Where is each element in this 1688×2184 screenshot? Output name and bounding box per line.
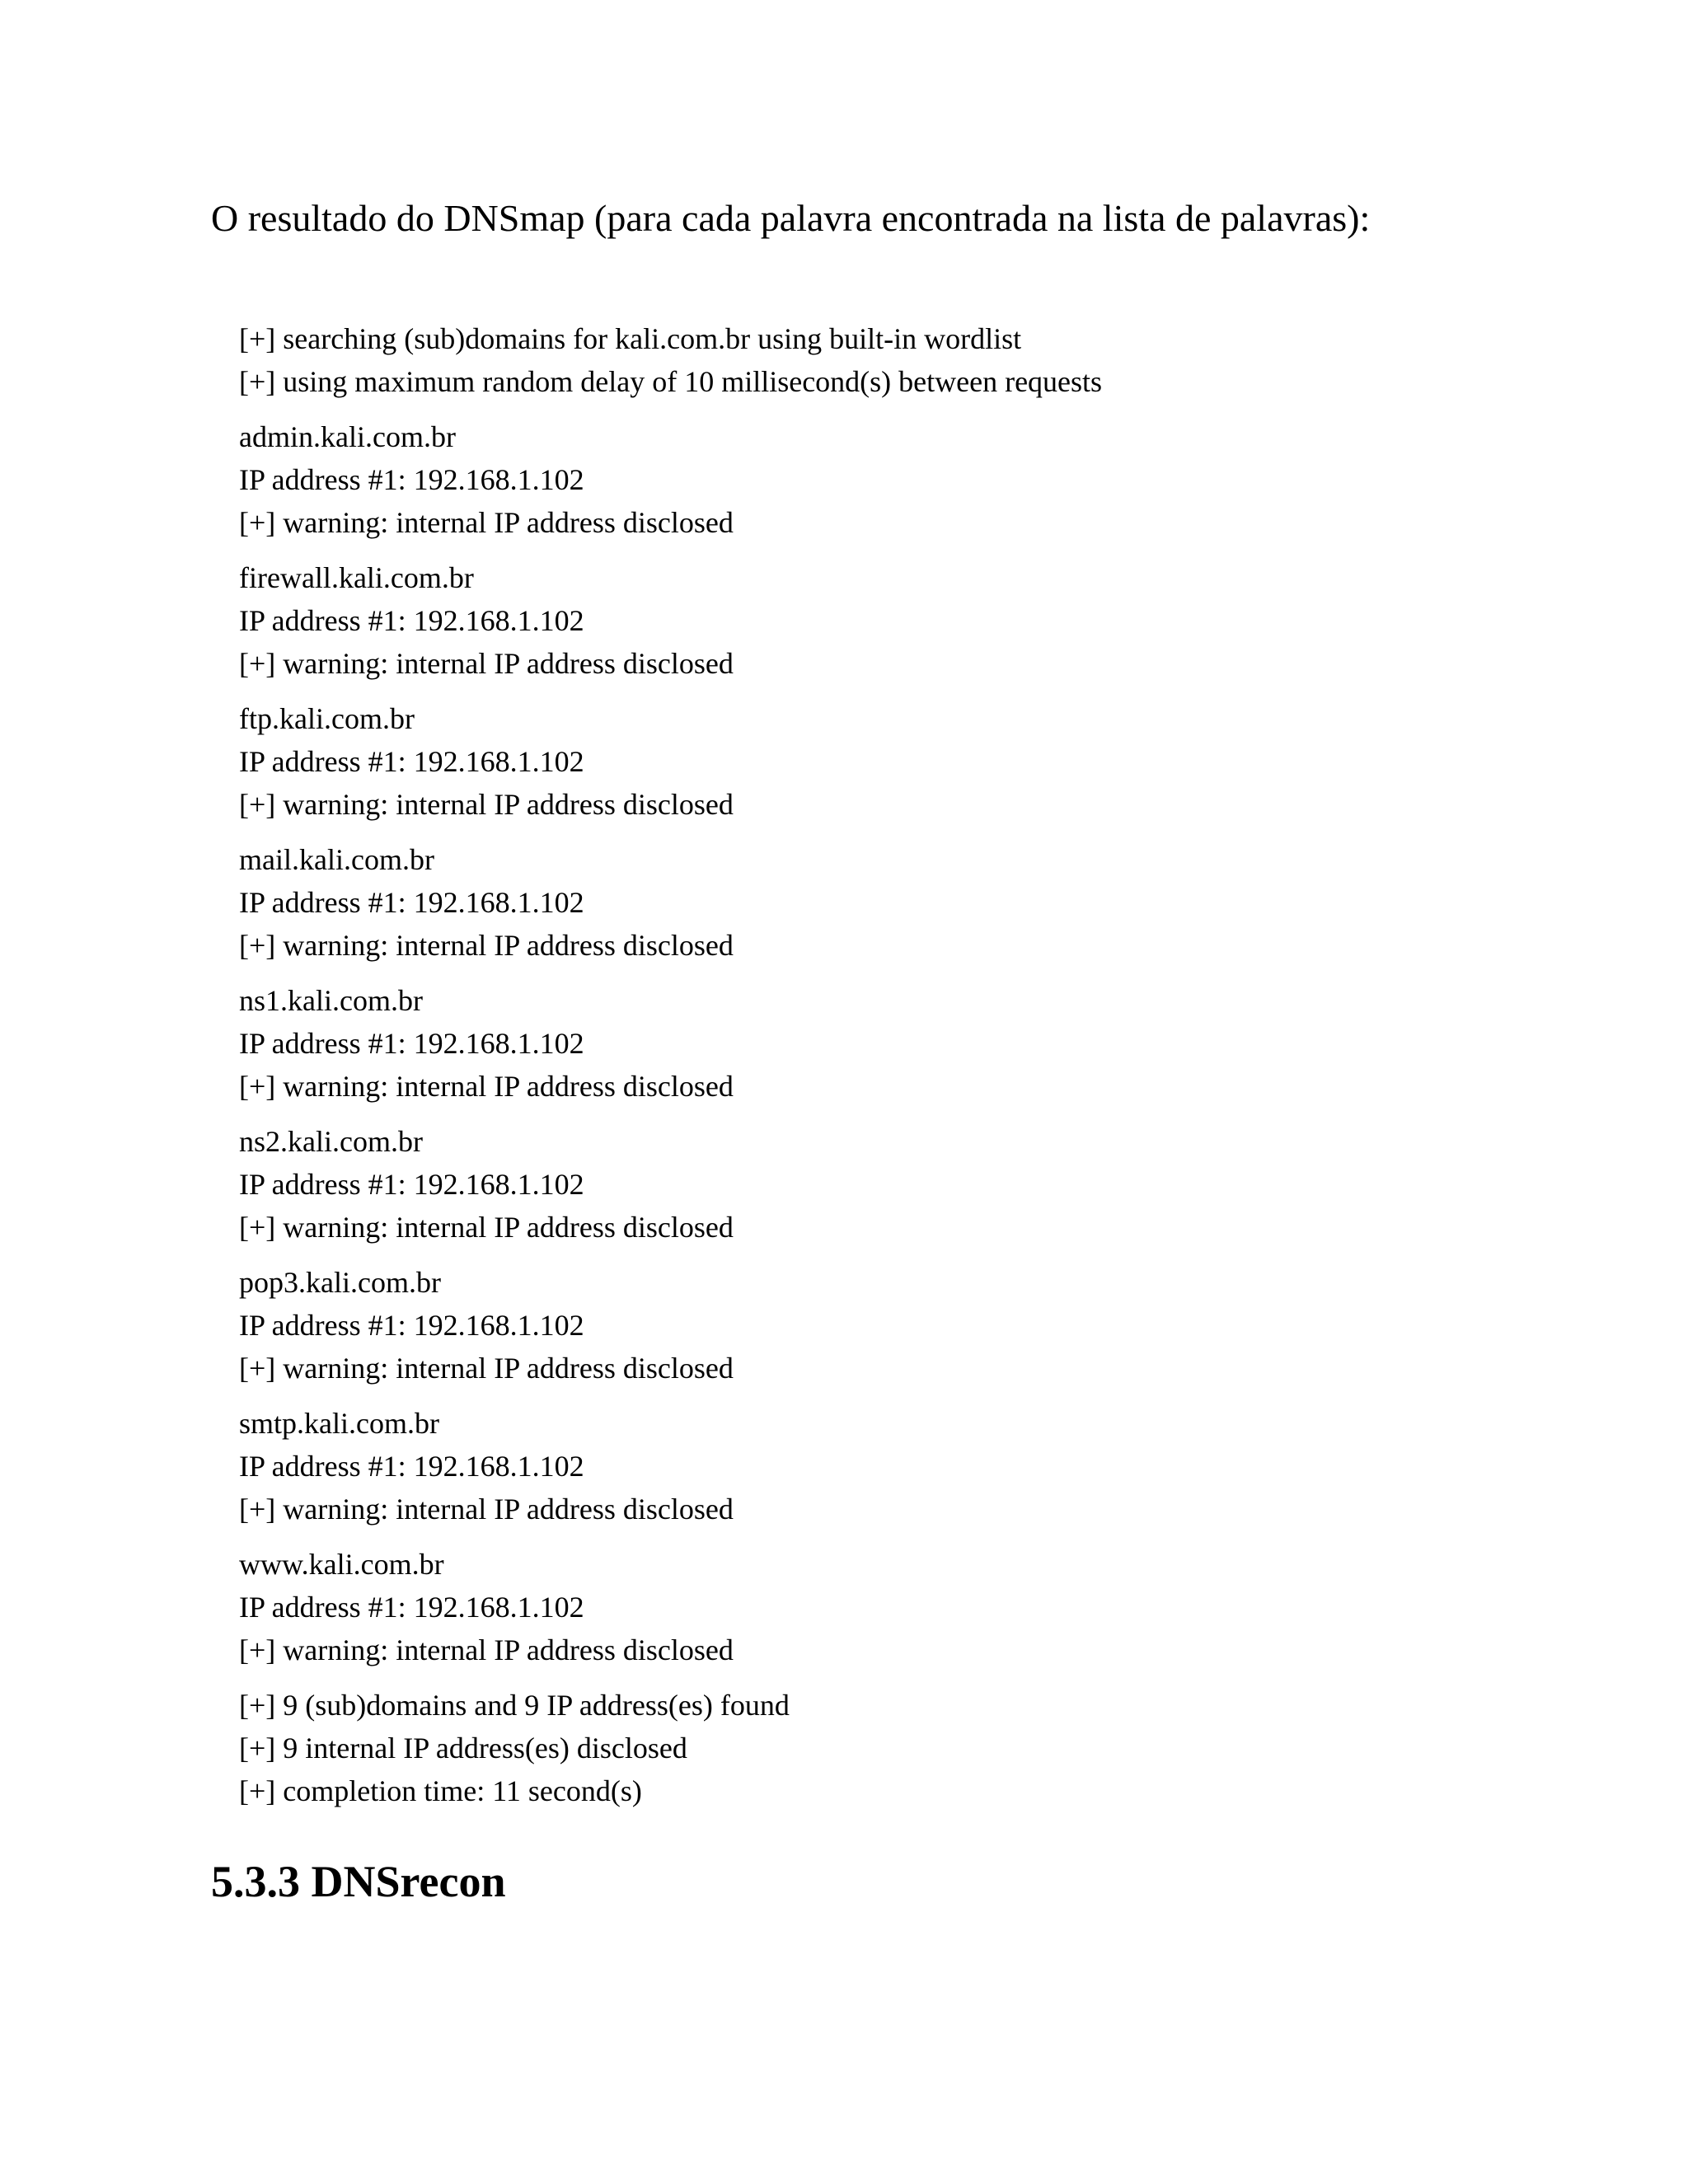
result-ip: IP address #1: 192.168.1.102 bbox=[239, 1027, 584, 1060]
result-warning: [+] warning: internal IP address disclosed bbox=[239, 647, 734, 680]
result-entry bbox=[239, 1120, 1475, 1249]
dnsmap-output bbox=[239, 317, 1475, 1812]
summary-line: [+] completion time: 11 second(s) bbox=[239, 1774, 642, 1807]
summary-line: [+] 9 internal IP address(es) disclosed bbox=[239, 1732, 687, 1765]
summary-line: [+] 9 (sub)domains and 9 IP address(es) found bbox=[239, 1689, 790, 1722]
result-domain: ns1.kali.com.br bbox=[239, 984, 423, 1017]
result-warning: [+] warning: internal IP address disclosed bbox=[239, 1352, 734, 1385]
result-ip: IP address #1: 192.168.1.102 bbox=[239, 1168, 584, 1201]
result-ip: IP address #1: 192.168.1.102 bbox=[239, 1591, 584, 1624]
result-domain: smtp.kali.com.br bbox=[239, 1407, 439, 1440]
result-domain: pop3.kali.com.br bbox=[239, 1266, 441, 1299]
result-ip: IP address #1: 192.168.1.102 bbox=[239, 604, 584, 637]
result-domain: ftp.kali.com.br bbox=[239, 702, 415, 735]
result-domain: admin.kali.com.br bbox=[239, 420, 456, 453]
result-entry bbox=[239, 1402, 1475, 1530]
result-ip: IP address #1: 192.168.1.102 bbox=[239, 745, 584, 778]
output-summary bbox=[239, 1684, 1475, 1812]
result-domain: mail.kali.com.br bbox=[239, 843, 434, 876]
result-entry bbox=[239, 697, 1475, 826]
result-entry bbox=[239, 1261, 1475, 1390]
result-warning: [+] warning: internal IP address disclosed bbox=[239, 788, 734, 821]
result-ip: IP address #1: 192.168.1.102 bbox=[239, 1309, 584, 1342]
result-ip: IP address #1: 192.168.1.102 bbox=[239, 1450, 584, 1483]
result-ip: IP address #1: 192.168.1.102 bbox=[239, 886, 584, 919]
result-entry bbox=[239, 556, 1475, 685]
result-warning: [+] warning: internal IP address disclosed bbox=[239, 1211, 734, 1244]
intro-paragraph: O resultado do DNSmap (para cada palavra encontrada na lista de palavras): bbox=[211, 197, 1371, 239]
result-entry bbox=[239, 838, 1475, 967]
output-header bbox=[239, 317, 1475, 403]
result-domain: firewall.kali.com.br bbox=[239, 561, 474, 594]
result-ip: IP address #1: 192.168.1.102 bbox=[239, 463, 584, 496]
result-domain: www.kali.com.br bbox=[239, 1548, 444, 1581]
result-entry bbox=[239, 979, 1475, 1108]
result-warning: [+] warning: internal IP address disclosed bbox=[239, 506, 734, 539]
section-heading: 5.3.3 DNSrecon bbox=[211, 1857, 506, 1906]
result-entry bbox=[239, 1543, 1475, 1671]
result-warning: [+] warning: internal IP address disclosed bbox=[239, 929, 734, 962]
result-domain: ns2.kali.com.br bbox=[239, 1125, 423, 1158]
result-warning: [+] warning: internal IP address disclosed bbox=[239, 1070, 734, 1103]
output-header-line: [+] searching (sub)domains for kali.com.br using built-in wordlist bbox=[239, 322, 1022, 355]
result-entry bbox=[239, 415, 1475, 544]
result-warning: [+] warning: internal IP address disclosed bbox=[239, 1493, 734, 1526]
result-warning: [+] warning: internal IP address disclosed bbox=[239, 1633, 734, 1666]
output-header-line: [+] using maximum random delay of 10 millisecond(s) between requests bbox=[239, 365, 1103, 398]
